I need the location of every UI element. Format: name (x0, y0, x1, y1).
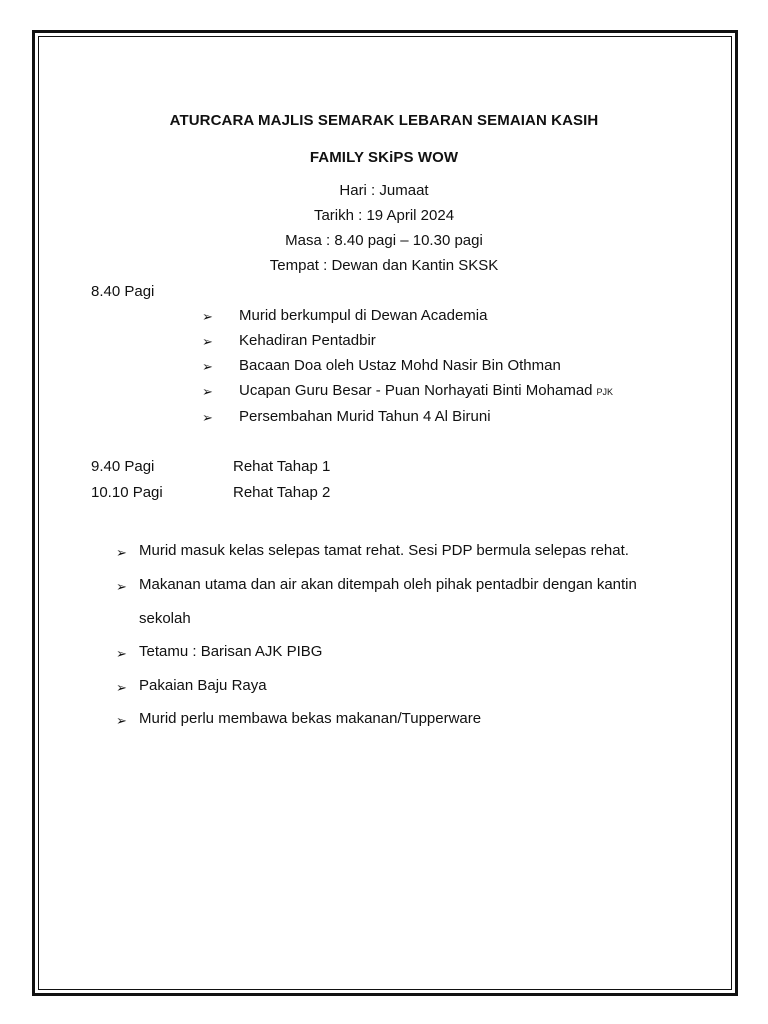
break-time: 10.10 Pagi (91, 484, 163, 501)
arrow-bullet-icon: ➢ (116, 646, 127, 661)
info-hari: Hari : Jumaat (339, 182, 429, 199)
arrow-bullet-icon: ➢ (202, 359, 213, 374)
session-time: 8.40 Pagi (91, 283, 155, 300)
page-border-inner (38, 36, 732, 990)
note-item: Murid masuk kelas selepas tamat rehat. Sesi PDP bermula selepas rehat. (139, 542, 629, 559)
note-item: Pakaian Baju Raya (139, 677, 267, 694)
agenda-item: Kehadiran Pentadbir (239, 332, 376, 349)
document-title: ATURCARA MAJLIS SEMARAK LEBARAN SEMAIAN KASIH (169, 112, 599, 129)
agenda-item-text: Ucapan Guru Besar - Puan Norhayati Binti Mohamad (239, 382, 593, 399)
arrow-bullet-icon: ➢ (116, 579, 127, 594)
agenda-item-suffix: PJK (596, 387, 614, 397)
agenda-item: Persembahan Murid Tahun 4 Al Biruni (239, 408, 491, 425)
arrow-bullet-icon: ➢ (116, 680, 127, 695)
agenda-item: Bacaan Doa oleh Ustaz Mohd Nasir Bin Othman (239, 357, 561, 374)
info-tarikh: Tarikh : 19 April 2024 (313, 207, 455, 224)
note-item-continued: sekolah (139, 610, 191, 627)
arrow-bullet-icon: ➢ (202, 410, 213, 425)
note-item: Murid perlu membawa bekas makanan/Tupperware (139, 710, 482, 727)
note-item: Tetamu : Barisan AJK PIBG (139, 643, 323, 660)
arrow-bullet-icon: ➢ (202, 384, 213, 399)
agenda-item (239, 382, 613, 399)
arrow-bullet-icon: ➢ (116, 713, 127, 728)
arrow-bullet-icon: ➢ (116, 545, 127, 560)
break-label: Rehat Tahap 1 (233, 458, 331, 475)
arrow-bullet-icon: ➢ (202, 309, 213, 324)
break-label: Rehat Tahap 2 (233, 484, 331, 501)
agenda-item: Murid berkumpul di Dewan Academia (239, 307, 488, 324)
document-subtitle: FAMILY SKiPS WOW (309, 149, 459, 166)
break-time: 9.40 Pagi (91, 458, 155, 475)
arrow-bullet-icon: ➢ (202, 334, 213, 349)
info-tempat: Tempat : Dewan dan Kantin SKSK (269, 257, 499, 274)
note-item: Makanan utama dan air akan ditempah oleh pihak pentadbir dengan kantin (139, 576, 637, 593)
info-masa: Masa : 8.40 pagi – 10.30 pagi (285, 232, 483, 249)
